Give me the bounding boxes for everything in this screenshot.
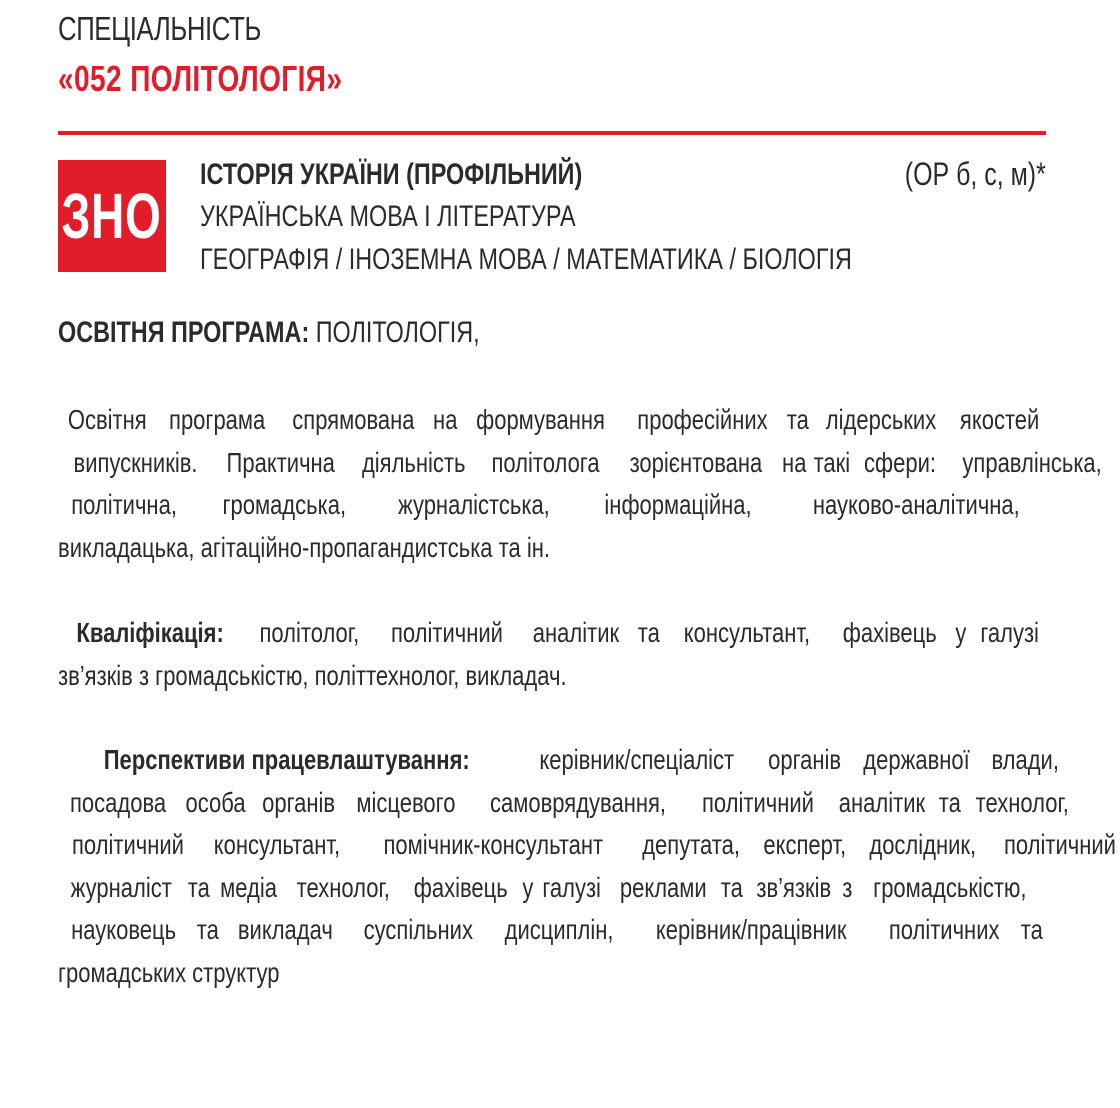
- perspectives-line-3: [58, 824, 1116, 867]
- description-line-2-word: такі: [813, 446, 851, 478]
- description-line-2-word: політолога: [491, 446, 600, 478]
- description-line-3-word: науково-аналітична,: [813, 489, 1021, 521]
- qualification-line-1-word: політичний: [391, 617, 504, 648]
- red-divider: [58, 131, 1046, 135]
- perspectives-line-5: [58, 909, 1046, 952]
- perspectives-line-2: [58, 782, 1069, 825]
- program-line: [58, 316, 480, 350]
- qualification-line-2: [58, 655, 1046, 698]
- perspectives-line-3-word: консультант,: [213, 829, 341, 861]
- perspectives-line-2-word: місцевого: [356, 786, 456, 818]
- perspectives-line-4-word: та: [721, 871, 744, 903]
- description-line-1-word: програма: [168, 404, 265, 435]
- perspectives-line-4-word: зв’язків: [755, 871, 831, 903]
- perspectives-line-4-word: та: [187, 871, 210, 903]
- description-line-3: [58, 484, 1046, 527]
- description-line-2-word: сфери:: [864, 446, 937, 478]
- perspectives-line-3-word: дослідник,: [869, 829, 977, 861]
- perspectives-line-5-word: суспільних: [363, 914, 473, 946]
- perspectives-line-5-word: викладач: [238, 914, 334, 946]
- qualification-line-1-word: у: [955, 617, 967, 648]
- qualification-line-1-word: та: [638, 617, 661, 648]
- qualification-line-1-word: фахівець: [842, 617, 937, 648]
- perspectives-line-5-word: керівник/працівник: [655, 914, 847, 946]
- zno-badge-text: ЗНО: [61, 180, 163, 252]
- program-value: ПОЛІТОЛОГІЯ,: [309, 316, 480, 349]
- perspectives-line-3-word: політичний: [71, 829, 184, 861]
- description-paragraph: [58, 399, 1102, 569]
- perspectives-paragraph: [58, 739, 1116, 995]
- description-line-2-word: зорієнтована: [629, 446, 763, 478]
- perspectives-line-1: [58, 739, 1060, 782]
- qualification-paragraph: [58, 612, 1046, 697]
- perspectives-line-5-word: дисциплін,: [504, 914, 614, 946]
- perspectives-line-5-word: політичних: [889, 914, 1000, 946]
- perspectives-line-1-label: Перспективи працевлаштування:: [103, 744, 470, 775]
- zno-subject-2: УКРАЇНСЬКА МОВА І ЛІТЕРАТУРА: [200, 200, 576, 233]
- qualification-line-1-word: галузі: [980, 617, 1039, 648]
- description-line-4-text: викладацька, агітаційно-пропагандистська та ін.: [58, 531, 550, 563]
- specialty-title: «052 ПОЛІТОЛОГІЯ»: [58, 58, 343, 99]
- description-line-1-word: професійних: [637, 404, 768, 435]
- description-line-3-word: громадська,: [222, 489, 347, 521]
- zno-badge: [58, 160, 166, 272]
- perspectives-line-5-word: та: [1021, 914, 1044, 946]
- perspectives-line-4-word: з: [842, 871, 853, 903]
- description-line-1: [58, 399, 1046, 442]
- perspectives-line-2-word: аналітик: [839, 786, 926, 818]
- description-line-1-word: Освітня: [67, 404, 147, 435]
- description-line-1-word: формування: [476, 404, 606, 435]
- perspectives-line-1-word: керівник/спеціаліст: [539, 744, 735, 775]
- perspectives-line-5-word: та: [196, 914, 219, 946]
- perspectives-line-4-word: технолог,: [296, 871, 391, 903]
- zno-subject-3: ГЕОГРАФІЯ / ІНОЗЕМНА МОВА / МАТЕМАТИКА / БІОЛОГІЯ: [200, 243, 852, 276]
- description-line-1-word: лідерських: [825, 404, 936, 435]
- description-line-2: [58, 442, 1102, 485]
- perspectives-line-2-word: політичний: [702, 786, 815, 818]
- qualification-line-1: [58, 612, 1046, 655]
- perspectives-line-4-word: фахівець: [414, 871, 509, 903]
- description-line-2-word: управлінська,: [962, 446, 1102, 478]
- perspectives-line-2-word: посадова: [70, 786, 167, 818]
- qualification-line-1-word: консультант,: [683, 617, 811, 648]
- perspectives-line-4-word: журналіст: [70, 871, 172, 903]
- description-line-2-word: діяльність: [361, 446, 465, 478]
- qualification-line-2-text: зв’язків з громадськістю, політтехнолог, викладач.: [58, 659, 567, 691]
- perspectives-line-4-word: реклами: [619, 871, 707, 903]
- perspectives-line-4: [58, 867, 1046, 910]
- zno-subject-1: ІСТОРІЯ УКРАЇНИ (ПРОФІЛЬНИЙ): [200, 158, 583, 191]
- specialty-label: СПЕЦІАЛЬНІСТЬ: [58, 10, 261, 47]
- description-line-1-word: якостей: [959, 404, 1040, 435]
- perspectives-line-3-word: депутата,: [642, 829, 741, 861]
- description-line-2-word: випускників.: [73, 446, 198, 478]
- perspectives-line-1-word: державної: [863, 744, 970, 775]
- perspectives-line-2-word: особа: [185, 786, 246, 818]
- perspectives-line-4-word: медіа: [220, 871, 278, 903]
- perspectives-line-3-word: експерт,: [762, 829, 846, 861]
- description-line-3-word: політична,: [71, 489, 177, 521]
- perspectives-line-6: [58, 952, 1046, 995]
- perspectives-line-6-text: громадських структур: [58, 956, 280, 988]
- zno-or-note: (ОР б, с, м)*: [904, 156, 1046, 192]
- perspectives-line-2-word: технолог,: [975, 786, 1069, 818]
- perspectives-line-1-word: влади,: [991, 744, 1060, 775]
- description-line-1-word: на: [432, 404, 458, 435]
- description-line-4: [58, 527, 1046, 570]
- perspectives-line-3-word: політичний: [1003, 829, 1116, 861]
- perspectives-line-1-word: органів: [768, 744, 842, 775]
- description-line-3-word: журналістська,: [398, 489, 550, 521]
- qualification-line-1-label: Кваліфікація:: [76, 617, 224, 648]
- description-line-3-word: інформаційна,: [604, 489, 752, 521]
- description-line-1-word: та: [786, 404, 809, 435]
- program-label: ОСВІТНЯ ПРОГРАМА:: [58, 316, 310, 349]
- perspectives-line-4-word: у: [522, 871, 533, 903]
- description-line-2-word: на: [781, 446, 807, 478]
- perspectives-line-5-word: науковець: [71, 914, 177, 946]
- qualification-line-1-word: політолог,: [259, 617, 360, 648]
- qualification-line-1-word: аналітик: [533, 617, 620, 648]
- perspectives-line-2-word: органів: [262, 786, 336, 818]
- description-line-1-word: спрямована: [292, 404, 415, 435]
- perspectives-line-4-word: громадськістю,: [873, 871, 1027, 903]
- description-line-2-word: Практична: [226, 446, 335, 478]
- perspectives-line-2-word: та: [938, 786, 962, 818]
- perspectives-line-4-word: галузі: [542, 871, 602, 903]
- perspectives-line-3-word: помічник-консультант: [383, 829, 603, 861]
- perspectives-line-2-word: самоврядування,: [490, 786, 667, 818]
